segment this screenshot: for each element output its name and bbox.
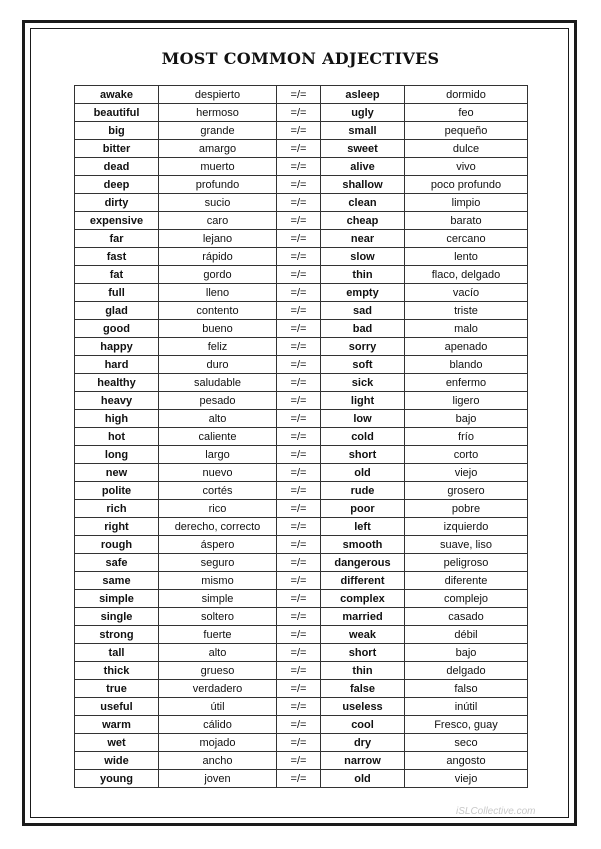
- spanish-translation: simple: [159, 590, 277, 608]
- opposite-separator: =/=: [277, 716, 321, 734]
- english-adjective: tall: [75, 644, 159, 662]
- opposite-separator: =/=: [277, 104, 321, 122]
- english-opposite: useless: [321, 698, 405, 716]
- spanish-translation: gordo: [159, 266, 277, 284]
- spanish-opposite-translation: feo: [405, 104, 528, 122]
- spanish-translation: nuevo: [159, 464, 277, 482]
- spanish-opposite-translation: falso: [405, 680, 528, 698]
- table-row: [75, 518, 528, 536]
- english-opposite: rude: [321, 482, 405, 500]
- english-adjective: dirty: [75, 194, 159, 212]
- table-row: [75, 590, 528, 608]
- opposite-separator: =/=: [277, 86, 321, 104]
- spanish-opposite-translation: vivo: [405, 158, 528, 176]
- table-row: [75, 194, 528, 212]
- opposite-separator: =/=: [277, 176, 321, 194]
- spanish-opposite-translation: Fresco, guay: [405, 716, 528, 734]
- table-row: [75, 158, 528, 176]
- english-adjective: deep: [75, 176, 159, 194]
- spanish-translation: muerto: [159, 158, 277, 176]
- opposite-separator: =/=: [277, 320, 321, 338]
- spanish-translation: feliz: [159, 338, 277, 356]
- spanish-opposite-translation: flaco, delgado: [405, 266, 528, 284]
- english-adjective: strong: [75, 626, 159, 644]
- english-adjective: bitter: [75, 140, 159, 158]
- table-row: [75, 338, 528, 356]
- english-opposite: slow: [321, 248, 405, 266]
- table-row: [75, 428, 528, 446]
- spanish-translation: pesado: [159, 392, 277, 410]
- opposite-separator: =/=: [277, 248, 321, 266]
- english-adjective: true: [75, 680, 159, 698]
- opposite-separator: =/=: [277, 158, 321, 176]
- spanish-translation: despierto: [159, 86, 277, 104]
- table-row: [75, 536, 528, 554]
- spanish-opposite-translation: frío: [405, 428, 528, 446]
- english-opposite: shallow: [321, 176, 405, 194]
- spanish-translation: rico: [159, 500, 277, 518]
- table-row: [75, 122, 528, 140]
- adjectives-table-body: [75, 86, 528, 788]
- table-row: [75, 500, 528, 518]
- english-adjective: good: [75, 320, 159, 338]
- opposite-separator: =/=: [277, 338, 321, 356]
- table-row: [75, 320, 528, 338]
- opposite-separator: =/=: [277, 356, 321, 374]
- table-row: [75, 644, 528, 662]
- english-adjective: thick: [75, 662, 159, 680]
- opposite-separator: =/=: [277, 230, 321, 248]
- spanish-opposite-translation: bajo: [405, 644, 528, 662]
- english-adjective: same: [75, 572, 159, 590]
- opposite-separator: =/=: [277, 734, 321, 752]
- table-row: [75, 230, 528, 248]
- table-row: [75, 680, 528, 698]
- spanish-translation: lejano: [159, 230, 277, 248]
- spanish-opposite-translation: blando: [405, 356, 528, 374]
- table-row: [75, 374, 528, 392]
- spanish-opposite-translation: vacío: [405, 284, 528, 302]
- spanish-opposite-translation: dormido: [405, 86, 528, 104]
- spanish-translation: grueso: [159, 662, 277, 680]
- spanish-translation: sucio: [159, 194, 277, 212]
- english-opposite: asleep: [321, 86, 405, 104]
- opposite-separator: =/=: [277, 266, 321, 284]
- english-opposite: short: [321, 644, 405, 662]
- table-row: [75, 752, 528, 770]
- watermark: iSLCollective.com: [456, 806, 536, 817]
- opposite-separator: =/=: [277, 302, 321, 320]
- english-adjective: warm: [75, 716, 159, 734]
- spanish-opposite-translation: viejo: [405, 464, 528, 482]
- english-opposite: bad: [321, 320, 405, 338]
- spanish-translation: verdadero: [159, 680, 277, 698]
- opposite-separator: =/=: [277, 680, 321, 698]
- spanish-opposite-translation: triste: [405, 302, 528, 320]
- english-opposite: clean: [321, 194, 405, 212]
- table-row: [75, 554, 528, 572]
- table-row: [75, 356, 528, 374]
- spanish-opposite-translation: ligero: [405, 392, 528, 410]
- spanish-translation: bueno: [159, 320, 277, 338]
- english-opposite: cool: [321, 716, 405, 734]
- spanish-opposite-translation: complejo: [405, 590, 528, 608]
- spanish-translation: caliente: [159, 428, 277, 446]
- table-row: [75, 716, 528, 734]
- english-opposite: dry: [321, 734, 405, 752]
- table-row: [75, 572, 528, 590]
- english-opposite: left: [321, 518, 405, 536]
- spanish-opposite-translation: enfermo: [405, 374, 528, 392]
- english-opposite: different: [321, 572, 405, 590]
- spanish-translation: saludable: [159, 374, 277, 392]
- opposite-separator: =/=: [277, 212, 321, 230]
- opposite-separator: =/=: [277, 626, 321, 644]
- english-adjective: rough: [75, 536, 159, 554]
- opposite-separator: =/=: [277, 554, 321, 572]
- table-row: [75, 176, 528, 194]
- table-row: [75, 104, 528, 122]
- opposite-separator: =/=: [277, 194, 321, 212]
- table-row: [75, 266, 528, 284]
- table-row: [75, 212, 528, 230]
- spanish-translation: hermoso: [159, 104, 277, 122]
- opposite-separator: =/=: [277, 662, 321, 680]
- english-opposite: near: [321, 230, 405, 248]
- spanish-translation: duro: [159, 356, 277, 374]
- table-row: [75, 608, 528, 626]
- english-opposite: thin: [321, 662, 405, 680]
- english-adjective: dead: [75, 158, 159, 176]
- table-row: [75, 482, 528, 500]
- opposite-separator: =/=: [277, 410, 321, 428]
- english-opposite: old: [321, 770, 405, 788]
- english-adjective: hot: [75, 428, 159, 446]
- spanish-translation: áspero: [159, 536, 277, 554]
- spanish-translation: joven: [159, 770, 277, 788]
- spanish-translation: contento: [159, 302, 277, 320]
- english-adjective: beautiful: [75, 104, 159, 122]
- english-opposite: sorry: [321, 338, 405, 356]
- opposite-separator: =/=: [277, 590, 321, 608]
- english-opposite: low: [321, 410, 405, 428]
- english-opposite: complex: [321, 590, 405, 608]
- english-adjective: simple: [75, 590, 159, 608]
- english-opposite: ugly: [321, 104, 405, 122]
- english-adjective: awake: [75, 86, 159, 104]
- english-opposite: thin: [321, 266, 405, 284]
- opposite-separator: =/=: [277, 446, 321, 464]
- spanish-opposite-translation: delgado: [405, 662, 528, 680]
- spanish-translation: lleno: [159, 284, 277, 302]
- table-row: [75, 464, 528, 482]
- opposite-separator: =/=: [277, 482, 321, 500]
- english-opposite: false: [321, 680, 405, 698]
- english-adjective: glad: [75, 302, 159, 320]
- opposite-separator: =/=: [277, 392, 321, 410]
- english-adjective: hard: [75, 356, 159, 374]
- english-opposite: narrow: [321, 752, 405, 770]
- english-opposite: soft: [321, 356, 405, 374]
- spanish-opposite-translation: apenado: [405, 338, 528, 356]
- english-adjective: expensive: [75, 212, 159, 230]
- english-adjective: new: [75, 464, 159, 482]
- english-opposite: cold: [321, 428, 405, 446]
- spanish-translation: seguro: [159, 554, 277, 572]
- english-adjective: long: [75, 446, 159, 464]
- english-opposite: short: [321, 446, 405, 464]
- spanish-translation: amargo: [159, 140, 277, 158]
- spanish-opposite-translation: peligroso: [405, 554, 528, 572]
- opposite-separator: =/=: [277, 608, 321, 626]
- table-row: [75, 626, 528, 644]
- opposite-separator: =/=: [277, 464, 321, 482]
- spanish-translation: alto: [159, 410, 277, 428]
- spanish-translation: cortés: [159, 482, 277, 500]
- opposite-separator: =/=: [277, 698, 321, 716]
- english-opposite: sad: [321, 302, 405, 320]
- spanish-opposite-translation: angosto: [405, 752, 528, 770]
- opposite-separator: =/=: [277, 500, 321, 518]
- opposite-separator: =/=: [277, 428, 321, 446]
- spanish-translation: grande: [159, 122, 277, 140]
- opposite-separator: =/=: [277, 374, 321, 392]
- spanish-opposite-translation: limpio: [405, 194, 528, 212]
- spanish-opposite-translation: débil: [405, 626, 528, 644]
- english-opposite: sweet: [321, 140, 405, 158]
- english-adjective: right: [75, 518, 159, 536]
- english-opposite: smooth: [321, 536, 405, 554]
- english-adjective: far: [75, 230, 159, 248]
- english-opposite: married: [321, 608, 405, 626]
- spanish-opposite-translation: suave, liso: [405, 536, 528, 554]
- spanish-opposite-translation: bajo: [405, 410, 528, 428]
- table-row: [75, 410, 528, 428]
- table-row: [75, 284, 528, 302]
- opposite-separator: =/=: [277, 284, 321, 302]
- spanish-translation: mismo: [159, 572, 277, 590]
- spanish-opposite-translation: inútil: [405, 698, 528, 716]
- english-opposite: light: [321, 392, 405, 410]
- spanish-opposite-translation: barato: [405, 212, 528, 230]
- spanish-translation: largo: [159, 446, 277, 464]
- table-row: [75, 446, 528, 464]
- english-opposite: alive: [321, 158, 405, 176]
- english-adjective: heavy: [75, 392, 159, 410]
- opposite-separator: =/=: [277, 572, 321, 590]
- spanish-opposite-translation: corto: [405, 446, 528, 464]
- spanish-opposite-translation: pequeño: [405, 122, 528, 140]
- english-adjective: rich: [75, 500, 159, 518]
- english-adjective: single: [75, 608, 159, 626]
- table-row: [75, 392, 528, 410]
- table-row: [75, 248, 528, 266]
- opposite-separator: =/=: [277, 122, 321, 140]
- table-row: [75, 662, 528, 680]
- spanish-opposite-translation: seco: [405, 734, 528, 752]
- english-adjective: full: [75, 284, 159, 302]
- english-opposite: cheap: [321, 212, 405, 230]
- english-adjective: happy: [75, 338, 159, 356]
- english-adjective: young: [75, 770, 159, 788]
- spanish-opposite-translation: grosero: [405, 482, 528, 500]
- spanish-translation: rápido: [159, 248, 277, 266]
- spanish-opposite-translation: cercano: [405, 230, 528, 248]
- spanish-opposite-translation: viejo: [405, 770, 528, 788]
- spanish-opposite-translation: izquierdo: [405, 518, 528, 536]
- spanish-translation: cálido: [159, 716, 277, 734]
- spanish-translation: caro: [159, 212, 277, 230]
- table-row: [75, 734, 528, 752]
- spanish-translation: soltero: [159, 608, 277, 626]
- spanish-opposite-translation: diferente: [405, 572, 528, 590]
- english-adjective: fat: [75, 266, 159, 284]
- english-adjective: big: [75, 122, 159, 140]
- spanish-translation: ancho: [159, 752, 277, 770]
- english-opposite: empty: [321, 284, 405, 302]
- spanish-opposite-translation: lento: [405, 248, 528, 266]
- opposite-separator: =/=: [277, 518, 321, 536]
- table-row: [75, 140, 528, 158]
- spanish-translation: fuerte: [159, 626, 277, 644]
- english-opposite: dangerous: [321, 554, 405, 572]
- english-opposite: small: [321, 122, 405, 140]
- spanish-opposite-translation: poco profundo: [405, 176, 528, 194]
- table-row: [75, 302, 528, 320]
- spanish-translation: mojado: [159, 734, 277, 752]
- english-adjective: polite: [75, 482, 159, 500]
- opposite-separator: =/=: [277, 140, 321, 158]
- opposite-separator: =/=: [277, 770, 321, 788]
- english-adjective: wet: [75, 734, 159, 752]
- spanish-opposite-translation: malo: [405, 320, 528, 338]
- english-opposite: sick: [321, 374, 405, 392]
- english-adjective: wide: [75, 752, 159, 770]
- english-adjective: healthy: [75, 374, 159, 392]
- opposite-separator: =/=: [277, 752, 321, 770]
- spanish-opposite-translation: dulce: [405, 140, 528, 158]
- adjectives-table: [74, 85, 528, 788]
- english-adjective: fast: [75, 248, 159, 266]
- spanish-opposite-translation: pobre: [405, 500, 528, 518]
- opposite-separator: =/=: [277, 644, 321, 662]
- spanish-translation: derecho, correcto: [159, 518, 277, 536]
- spanish-translation: alto: [159, 644, 277, 662]
- english-opposite: weak: [321, 626, 405, 644]
- page-title: MOST COMMON ADJECTIVES: [161, 49, 440, 68]
- spanish-translation: profundo: [159, 176, 277, 194]
- table-row: [75, 86, 528, 104]
- english-opposite: poor: [321, 500, 405, 518]
- spanish-translation: útil: [159, 698, 277, 716]
- english-adjective: high: [75, 410, 159, 428]
- english-opposite: old: [321, 464, 405, 482]
- table-row: [75, 698, 528, 716]
- table-row: [75, 770, 528, 788]
- english-adjective: safe: [75, 554, 159, 572]
- opposite-separator: =/=: [277, 536, 321, 554]
- english-adjective: useful: [75, 698, 159, 716]
- spanish-opposite-translation: casado: [405, 608, 528, 626]
